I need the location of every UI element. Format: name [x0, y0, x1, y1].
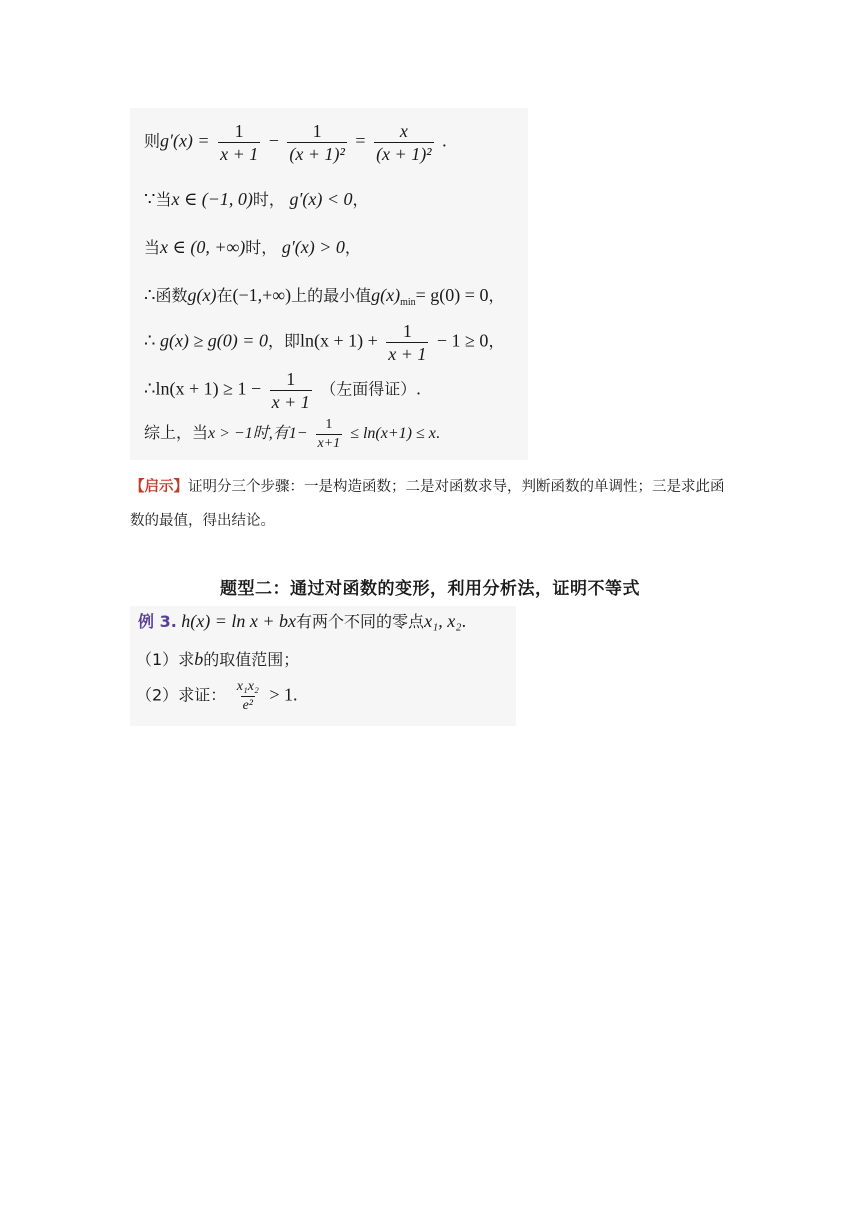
- proof-text: 当: [155, 190, 172, 209]
- math-expression: ln(x + 1) +: [299, 330, 378, 351]
- example3-statement: [138, 612, 466, 630]
- math-expression: h(x) = ln x + bx: [181, 611, 297, 631]
- proof-line-conclusion: [144, 418, 440, 451]
- proof-line-minimum: [144, 286, 504, 308]
- section-heading: 题型二：通过对函数的变形，利用分析法，证明不等式: [220, 579, 640, 599]
- math-expression: g(x): [187, 285, 217, 305]
- fraction: [218, 122, 260, 163]
- fraction: [386, 322, 428, 363]
- proof-text: 时，: [252, 190, 285, 209]
- proof-text: 当: [144, 238, 161, 257]
- example-text: 有两个不同的零点: [296, 612, 425, 631]
- fraction-denominator: x + 1: [388, 344, 427, 364]
- fraction: [316, 418, 343, 451]
- fraction: [270, 370, 312, 411]
- example3-question-2: [136, 680, 298, 713]
- punctuation: ，: [488, 331, 505, 351]
- fraction-denominator: x+1: [317, 436, 341, 451]
- fraction-numerator: 1: [325, 417, 333, 432]
- math-operator: −: [268, 130, 279, 151]
- math-expression: x ∈ (0, +∞): [160, 237, 246, 257]
- punctuation: .: [442, 130, 447, 151]
- proof-line-decreasing: [144, 190, 369, 208]
- punctuation: .: [416, 378, 421, 399]
- fraction-numerator: x: [399, 121, 408, 141]
- math-expression: x > −1时,有1−: [208, 425, 308, 443]
- math-expression: x ∈ (−1, 0): [171, 189, 253, 209]
- proof-line-derivative: [144, 122, 447, 163]
- fraction-numerator: x₁x₂: [236, 679, 259, 694]
- question-text: 的取值范围；: [203, 650, 300, 669]
- fraction-denominator: x + 1: [220, 144, 259, 164]
- math-operator: =: [355, 130, 366, 151]
- because-symbol: ∵: [144, 189, 156, 209]
- fraction-numerator: 1: [286, 369, 296, 389]
- punctuation: .: [461, 611, 467, 631]
- fraction-denominator: x + 1: [271, 392, 310, 412]
- punctuation: .: [435, 425, 440, 443]
- proof-text: 时，: [245, 238, 278, 257]
- proof-line-left-proven: [144, 370, 421, 411]
- proof-text: 综上，当: [144, 423, 209, 443]
- therefore-symbol: ∴: [144, 285, 156, 305]
- proof-text: 上的最小值: [291, 286, 372, 305]
- proof-text: 函数: [155, 286, 188, 305]
- math-expression: g′(x) < 0: [289, 189, 353, 209]
- math-expression: g′(x) =: [160, 130, 210, 151]
- punctuation: ，: [488, 286, 505, 305]
- proof-line-inequality: [144, 322, 504, 363]
- fraction-numerator: 1: [402, 321, 412, 341]
- fraction: [287, 122, 347, 163]
- punctuation: ，: [344, 238, 361, 257]
- example3-question-1: [136, 650, 299, 668]
- question-text: 求证：: [178, 685, 227, 705]
- fraction-denominator: e²: [242, 698, 253, 713]
- math-expression: ≤ ln(x+1) ≤ x: [350, 425, 436, 443]
- therefore-symbol: ∴: [144, 330, 156, 351]
- fraction-numerator: 1: [312, 121, 322, 141]
- question-text: 求: [178, 650, 195, 669]
- math-expression: > 1.: [269, 684, 298, 705]
- proof-text: （左面得证）: [320, 379, 417, 399]
- insight-text: 证明分三个步骤：一是构造函数；二是对函数求导，判断函数的单调性；三是求此函数的最值，得出结论。: [130, 479, 725, 529]
- question-number: （2）: [136, 685, 179, 705]
- math-expression: (−1,+∞): [232, 285, 292, 305]
- proof-text: 在: [216, 286, 233, 305]
- insight-tag: 【启示】: [130, 478, 188, 495]
- proof-line-increasing: [144, 238, 361, 256]
- math-expression: g(x): [371, 285, 401, 305]
- therefore-symbol: ∴: [144, 378, 156, 399]
- fraction-denominator: (x + 1)²: [376, 144, 432, 164]
- proof-text: 则: [144, 131, 161, 151]
- proof-text: ，即: [267, 331, 300, 351]
- math-expression: x₁, x₂: [424, 611, 462, 631]
- math-expression: − 1 ≥ 0: [436, 330, 489, 351]
- math-expression: g(x) ≥ g(0) = 0: [159, 330, 268, 351]
- example-label: 例 3.: [138, 612, 177, 631]
- math-expression: ln(x + 1) ≥ 1 −: [155, 378, 262, 399]
- math-subscript: min: [400, 297, 416, 308]
- fraction-numerator: 1: [234, 121, 244, 141]
- question-number: （1）: [136, 650, 179, 669]
- math-expression: = g(0) = 0: [415, 285, 489, 305]
- fraction-denominator: (x + 1)²: [289, 144, 345, 164]
- fraction: [374, 122, 434, 163]
- insight-paragraph: [130, 470, 736, 538]
- punctuation: ，: [352, 190, 369, 209]
- math-variable: b: [194, 649, 204, 669]
- fraction: [235, 680, 261, 713]
- math-expression: g′(x) > 0: [281, 237, 345, 257]
